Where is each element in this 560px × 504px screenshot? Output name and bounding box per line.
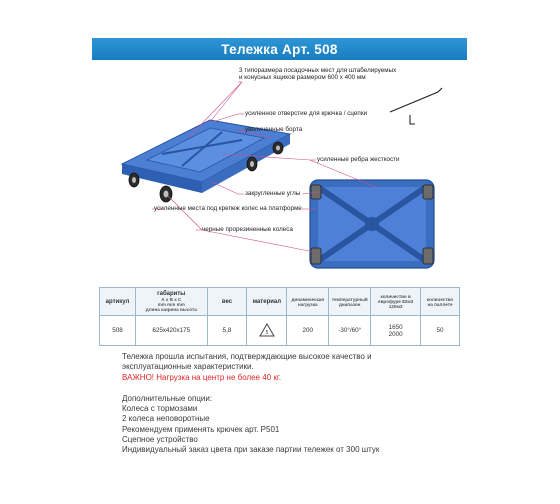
callout-ribs: усиленные ребра жесткости xyxy=(317,156,400,163)
recycle-icon xyxy=(259,323,275,337)
notes xyxy=(122,352,452,383)
qty-truck-120: 2000 xyxy=(388,330,403,338)
product-sheet xyxy=(92,0,467,504)
list-item: Колеса с тормозами xyxy=(122,404,198,414)
options-title: Дополнительные опции: xyxy=(122,394,213,403)
callout-sides: увеличенные борта xyxy=(245,126,303,133)
product-illustration xyxy=(92,62,467,280)
qty-truck-82: 1650 xyxy=(388,323,403,331)
list-item: Рекомендуем применять крючек арт. P501 xyxy=(122,424,280,434)
cart-bottom-view-image xyxy=(310,180,434,268)
callout-sizes-line1: 3 типоразмера посадочных мест для штабелируемых xyxy=(239,67,397,74)
col-weight: вес xyxy=(207,288,247,316)
table-header-row xyxy=(100,288,460,316)
hook-image xyxy=(390,88,442,124)
col-dims: габариты А х В х С mm mm mm длина ширина высота xyxy=(135,288,207,316)
table-row xyxy=(100,316,460,346)
col-qty-truck: количество в еврофуре 82м3 120м3 xyxy=(371,288,421,316)
list-item: Сцепное устройство xyxy=(122,434,198,444)
list-item: Индивидуальный заказ цвета при заказе партии тележек от 300 штук xyxy=(122,445,380,455)
callout-wheels: черные прорезиненные колеса xyxy=(202,226,293,233)
callout-sizes-line2: и конусных ящиков размером 600 х 400 мм xyxy=(239,74,366,82)
list-item: 2 колеса неповоротные xyxy=(122,414,210,424)
title-banner xyxy=(92,38,467,60)
cart-illustration xyxy=(92,62,467,280)
cell-qty-truck xyxy=(371,316,421,346)
col-article: артикул xyxy=(100,288,136,316)
callout-sizes xyxy=(239,67,396,81)
callout-wheel-mounts: усиленные места под крепеж колес на платформе xyxy=(154,205,302,212)
warning-text: ВАЖНО! Нагрузка на центр не более 40 кг. xyxy=(122,372,282,382)
svg-text:5: 5 xyxy=(265,329,269,336)
col-temp: температурный диапазон xyxy=(329,288,371,316)
page-title: Тележка Арт. 508 xyxy=(221,41,338,57)
cell-dims: 625х420х175 xyxy=(135,316,207,346)
cell-temp: -30°/60° xyxy=(329,316,371,346)
cell-dyn-load: 200 xyxy=(287,316,329,346)
notes-line1: Тележка прошла испытания, подтверждающие высокое качество и xyxy=(122,352,372,361)
callout-corners: закругленные углы xyxy=(245,190,301,197)
col-dyn-load: динамическая нагрузка xyxy=(287,288,329,316)
notes-line2: эксплуатационные характеристики. xyxy=(122,362,254,372)
cell-material xyxy=(247,316,287,346)
col-qty-pallet: количество на паллете xyxy=(421,288,460,316)
cell-article: 508 xyxy=(100,316,136,346)
cell-qty-pallet: 50 xyxy=(421,316,460,346)
spec-table xyxy=(99,287,460,346)
cell-weight: 5,8 xyxy=(207,316,247,346)
callout-hook-hole: усиленное отверстие для крючка / сцепки xyxy=(245,110,368,117)
options xyxy=(122,394,452,455)
col-material: материал xyxy=(247,288,287,316)
